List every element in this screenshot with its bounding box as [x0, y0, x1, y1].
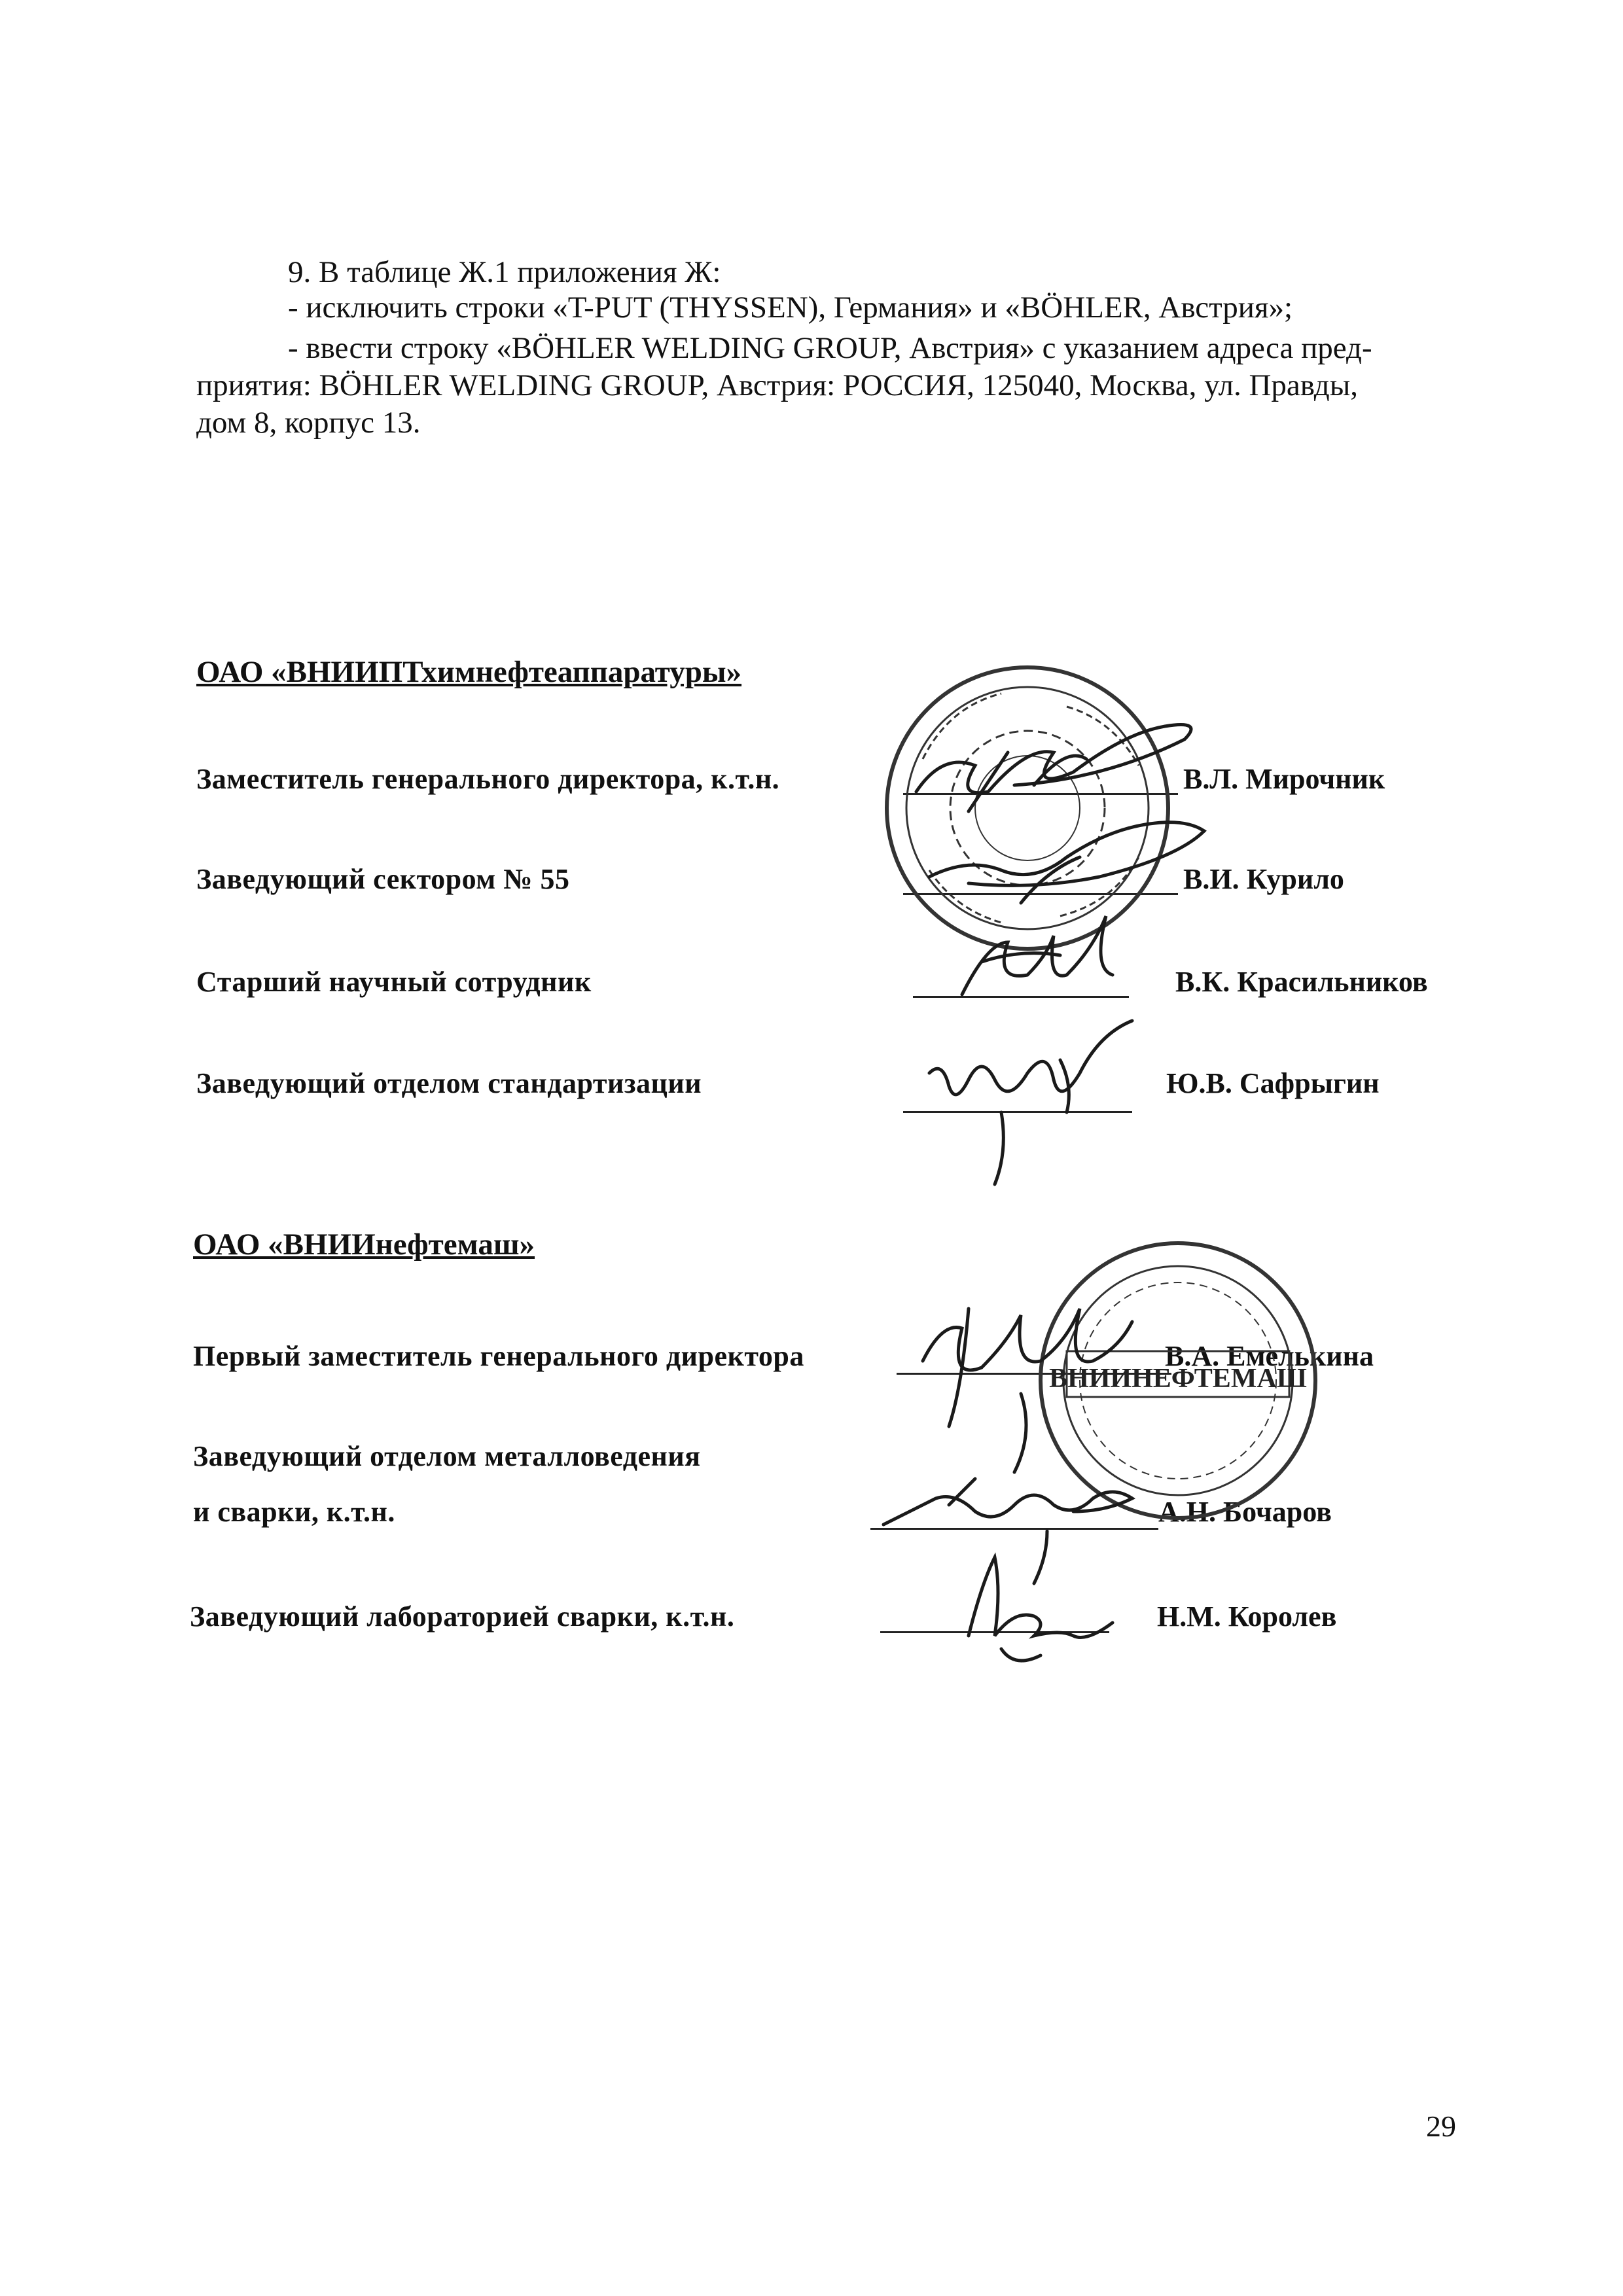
- item-9-bullet-add: - ввести строку «BÖHLER WELDING GROUP, Австрия» с указанием адреса пред-: [288, 331, 1372, 365]
- signature-2: [929, 822, 1204, 903]
- org1-signatory-1-name: В.Л. Мирочник: [1183, 763, 1385, 795]
- signature-5: [923, 1309, 1132, 1472]
- signature-6: [883, 1479, 1132, 1583]
- page-number: 29: [1426, 2110, 1456, 2143]
- org2-signature-line-1: [897, 1373, 1171, 1375]
- org1-signatory-4-position: Заведующий отделом стандартизации: [196, 1067, 702, 1099]
- org1-signatory-2-name: В.И. Курило: [1183, 863, 1344, 895]
- org2-signatory-2-position-line1: Заведующий отделом металловедения: [193, 1440, 701, 1472]
- org1-round-seal: [887, 667, 1168, 949]
- org2-signature-line-2: [870, 1528, 1158, 1530]
- signature-1: [916, 725, 1191, 812]
- signature-3: [962, 916, 1113, 995]
- org1-signature-line-2: [903, 893, 1178, 895]
- org1-signatory-4-name: Ю.В. Сафрыгин: [1166, 1067, 1380, 1099]
- item-9-address-line: приятия: BÖHLER WELDING GROUP, Австрия: РОССИЯ, 125040, Москва, ул. Правды,: [196, 368, 1359, 402]
- item-9-bullet-exclude: - исключить строки «T-PUT (THYSSEN), Германия» и «BÖHLER, Австрия»;: [288, 291, 1293, 325]
- signature-4: [929, 1021, 1132, 1184]
- org1-signatory-3-position: Старший научный сотрудник: [196, 966, 592, 998]
- org2-signatory-2-position-line2: и сварки, к.т.н.: [193, 1496, 395, 1528]
- org1-title: ОАО «ВНИИПТхимнефтеаппаратуры»: [196, 655, 742, 689]
- org1-signatory-3-name: В.К. Красильников: [1175, 966, 1428, 998]
- org1-signature-line-3: [913, 996, 1129, 998]
- org2-signatory-3-name: Н.М. Королев: [1157, 1600, 1337, 1633]
- org1-signatory-1-position: Заместитель генерального директора, к.т.н.: [196, 763, 780, 795]
- org2-signatory-2-name: А.Н. Бочаров: [1158, 1496, 1332, 1528]
- org1-signature-line-4: [903, 1111, 1132, 1113]
- org2-title: ОАО «ВНИИнефтемаш»: [193, 1227, 535, 1262]
- org1-signature-line-1: [903, 793, 1178, 795]
- signature-7: [969, 1557, 1113, 1661]
- org2-signatory-3-position: Заведующий лабораторией сварки, к.т.н.: [190, 1600, 735, 1633]
- item-9-heading: 9. В таблице Ж.1 приложения Ж:: [288, 255, 721, 289]
- org2-round-seal: [1041, 1243, 1315, 1518]
- org2-signatory-1-position: Первый заместитель генерального директора: [193, 1340, 804, 1372]
- item-9-address-end: дом 8, корпус 13.: [196, 406, 421, 440]
- org1-signatory-2-position: Заведующий сектором № 55: [196, 863, 570, 895]
- org2-signature-line-3: [880, 1631, 1109, 1633]
- org2-signatory-1-name: В.А. Емелькина: [1165, 1340, 1374, 1372]
- org2-seal-center-text: ВНИИНЕФТЕМАШ: [1049, 1364, 1307, 1394]
